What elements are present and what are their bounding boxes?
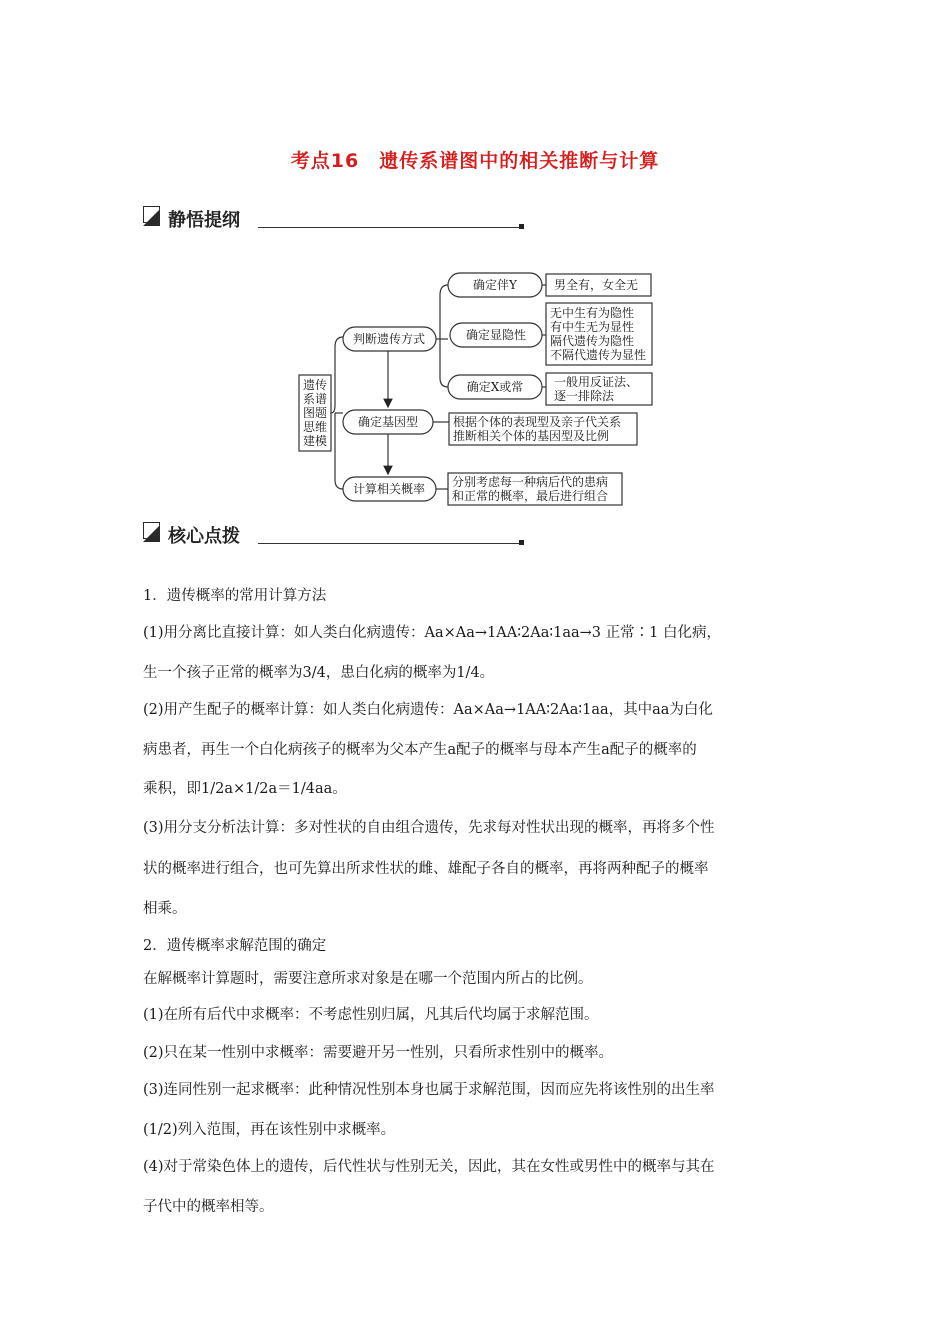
node-y-linked: 确定伴Y [473, 278, 517, 292]
root-line: 图题 [302, 406, 328, 420]
root-line: 思维 [302, 420, 328, 434]
mindmap-diagram [290, 265, 670, 515]
paragraph-line: (3)用分支分析法计算：多对性状的自由组合遗传，先求每对性状出现的概率，再将多个性 [143, 820, 715, 836]
section-rule-end [519, 540, 524, 545]
note-prob-line: 分别考虑每一种病后代的患病 [452, 475, 609, 489]
note-y: 男全有，女全无 [554, 278, 639, 292]
node-x-or-auto: 确定X或常 [466, 380, 524, 394]
paragraph-line: 状的概率进行组合，也可先算出所求性状的雌、雄配子各自的概率，再将两种配子的概率 [143, 861, 709, 877]
note-dom-line: 不隔代遗传为显性 [550, 348, 647, 362]
heading-2: 2．遗传概率求解范围的确定 [143, 938, 327, 954]
paragraph-line: (3)连同性别一起求概率：此种情况性别本身也属于求解范围，因而应先将该性别的出生率 [143, 1082, 715, 1098]
note-x-line: 一般用反证法、 [554, 375, 639, 389]
section-title-outline: 静悟提纲 [168, 210, 240, 231]
note-x-line: 逐一排除法 [554, 389, 615, 403]
section-header-keypoints [143, 522, 523, 546]
root-line: 系谱 [302, 392, 328, 406]
section-title-keypoints: 核心点拨 [168, 526, 240, 547]
section-rule [258, 227, 520, 228]
note-dom-line: 隔代遗传为隐性 [550, 334, 635, 348]
section-header-outline [143, 206, 523, 230]
paragraph-line: 生一个孩子正常的概率为3/4，患白化病的概率为1/4。 [143, 665, 495, 681]
paragraph-line: (2)只在某一性别中求概率：需要避开另一性别，只看所求性别中的概率。 [143, 1045, 614, 1061]
section-rule-end [519, 224, 524, 229]
paragraph-line: (1/2)列入范围，再在该性别中求概率。 [143, 1122, 396, 1138]
root-line: 遗传 [302, 378, 328, 392]
paragraph-line: (2)用产生配子的概率计算：如人类白化病遗传：Aa×Aa→1AA∶2Aa∶1aa，其中aa为白化 [143, 702, 713, 718]
node-dominance: 确定显隐性 [465, 328, 527, 342]
heading-1: 1．遗传概率的常用计算方法 [143, 588, 327, 604]
note-dom-line: 无中生有为隐性 [550, 306, 635, 320]
paragraph-line: 相乘。 [143, 901, 187, 917]
node-genotype: 确定基因型 [357, 415, 419, 429]
paragraph-line: 在解概率计算题时，需要注意所求对象是在哪一个范围内所占的比例。 [143, 971, 593, 987]
paragraph-line: 病患者，再生一个白化病孩子的概率为父本产生a配子的概率与母本产生a配子的概率的 [143, 742, 697, 758]
paragraph-line: 子代中的概率相等。 [143, 1199, 274, 1215]
page-title: 考点16 遗传系谱图中的相关推断与计算 [290, 150, 660, 172]
paragraph-line: (1)在所有后代中求概率：不考虑性别归属，凡其后代均属于求解范围。 [143, 1007, 599, 1023]
note-prob-line: 和正常的概率，最后进行组合 [452, 489, 609, 503]
root-line: 建模 [302, 434, 328, 448]
note-geno-line: 推断相关个体的基因型及比例 [453, 429, 610, 443]
node-inheritance-mode: 判断遗传方式 [352, 332, 426, 346]
paragraph-line: (4)对于常染色体上的遗传，后代性状与性别无关，因此，其在女性或男性中的概率与其在 [143, 1159, 715, 1175]
node-probability: 计算相关概率 [352, 482, 426, 496]
paragraph-line: (1)用分离比直接计算：如人类白化病遗传：Aa×Aa→1AA∶2Aa∶1aa→3 正常∶1 白化病， [143, 625, 721, 641]
section-rule [258, 543, 520, 544]
paragraph-line: 乘积，即1/2a×1/2a＝1/4aa。 [143, 781, 347, 797]
note-dom-line: 有中生无为显性 [550, 320, 635, 334]
note-geno-line: 根据个体的表现型及亲子代关系 [453, 415, 622, 429]
